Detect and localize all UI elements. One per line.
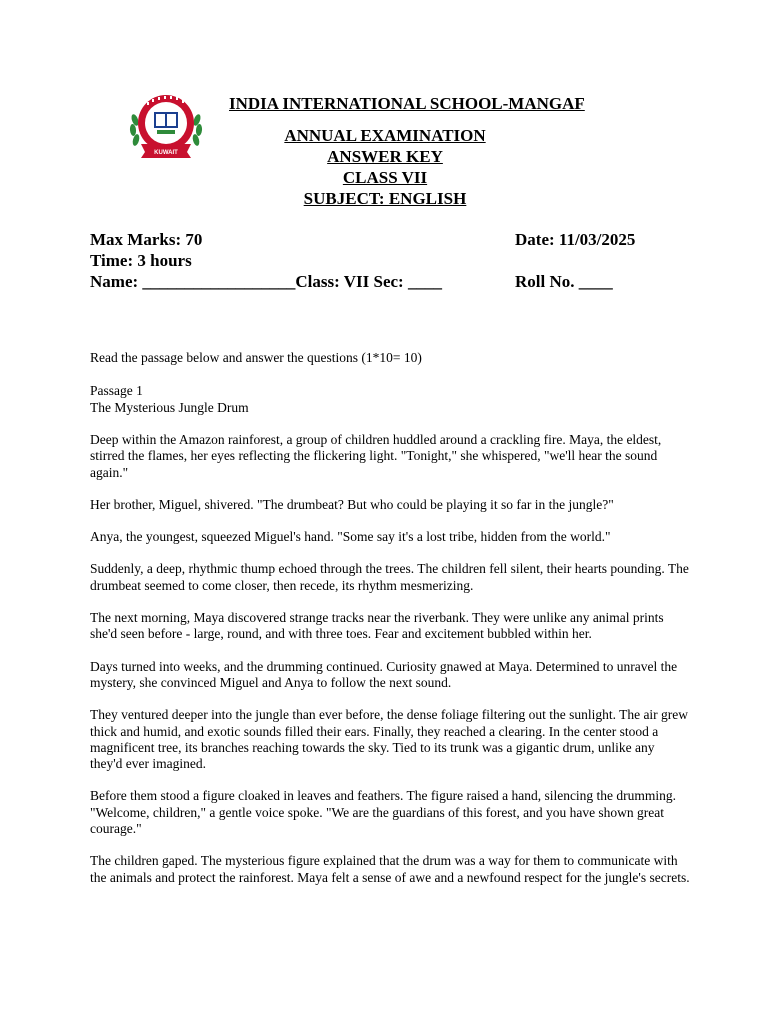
exam-time: Time: 3 hours: [90, 251, 192, 270]
passage-paragraph: Anya, the youngest, squeezed Miguel's hand. "Some say it's a lost tribe, hidden from the world.": [90, 529, 611, 545]
passage-label: Passage 1: [90, 383, 143, 398]
exam-date: Date: 11/03/2025: [515, 230, 636, 249]
passage-paragraph: They ventured deeper into the jungle than ever before, the dense foliage filtering out the sunlight. The air grew thick and humid, and exotic sounds filled their ears. Finally, they reached a clearing. In the center stood a magnificent tree, its branches reaching towards the sky. Tied to its trunk was a gigantic drum, unlike any they'd ever imagined.: [90, 707, 689, 772]
passage-paragraph: The children gaped. The mysterious figure explained that the drum was a way for them to communicate with the animals and protect the rainforest. Maya felt a sense of awe and a newfound respect for the jungle's secrets.: [90, 853, 690, 885]
name-class-section-line: Name: __________________Class: VII Sec: ____: [90, 272, 442, 291]
passage-paragraph: Before them stood a figure cloaked in leaves and feathers. The figure raised a hand, silencing the drumming. "Welcome, children," a gentle voice spoke. "We are the guardians of this forest, and you have shown great courage.": [90, 788, 677, 837]
passage-body: [90, 432, 690, 902]
school-crest-icon: [127, 90, 205, 160]
logo-ribbon-text: KUWAIT: [154, 150, 178, 156]
exam-title: ANNUAL EXAMINATION: [284, 126, 486, 145]
passage-paragraph: Suddenly, a deep, rhythmic thump echoed through the trees. The children fell silent, their hearts pounding. The drumbeat seemed to come closer, then recede, its rhythm mesmerizing.: [90, 561, 689, 593]
instructions: Read the passage below and answer the questions (1*10= 10): [90, 350, 422, 365]
passage-paragraph: Deep within the Amazon rainforest, a group of children huddled around a crackling fire. Maya, the eldest, stirred the flames, her eyes reflecting the flickering light. "Tonight," she whispered, "we'll hear the sound again.": [90, 432, 662, 480]
class-title: CLASS VII: [342, 168, 428, 187]
answer-key-title: ANSWER KEY: [327, 147, 443, 166]
school-name: INDIA INTERNATIONAL SCHOOL-MANGAF: [229, 94, 585, 113]
passage-paragraph: Her brother, Miguel, shivered. "The drumbeat? But who could be playing it so far in the jungle?": [90, 496, 614, 512]
exam-heading: [250, 125, 520, 209]
passage-title: The Mysterious Jungle Drum: [90, 400, 249, 415]
passage-paragraph: The next morning, Maya discovered strange tracks near the riverbank. They were unlike any animal prints she'd seen before - large, round, and with three toes. Fear and excitement bubbled within her.: [90, 610, 664, 642]
passage-heading: [90, 382, 249, 416]
roll-number: Roll No. ____: [515, 272, 613, 291]
max-marks: Max Marks: 70: [90, 230, 203, 249]
passage-paragraph: Days turned into weeks, and the drumming continued. Curiosity gnawed at Maya. Determined to unravel the mystery, she convinced Miguel and Anya to follow the next sound.: [90, 658, 678, 690]
subject-title: SUBJECT: ENGLISH: [303, 189, 467, 208]
